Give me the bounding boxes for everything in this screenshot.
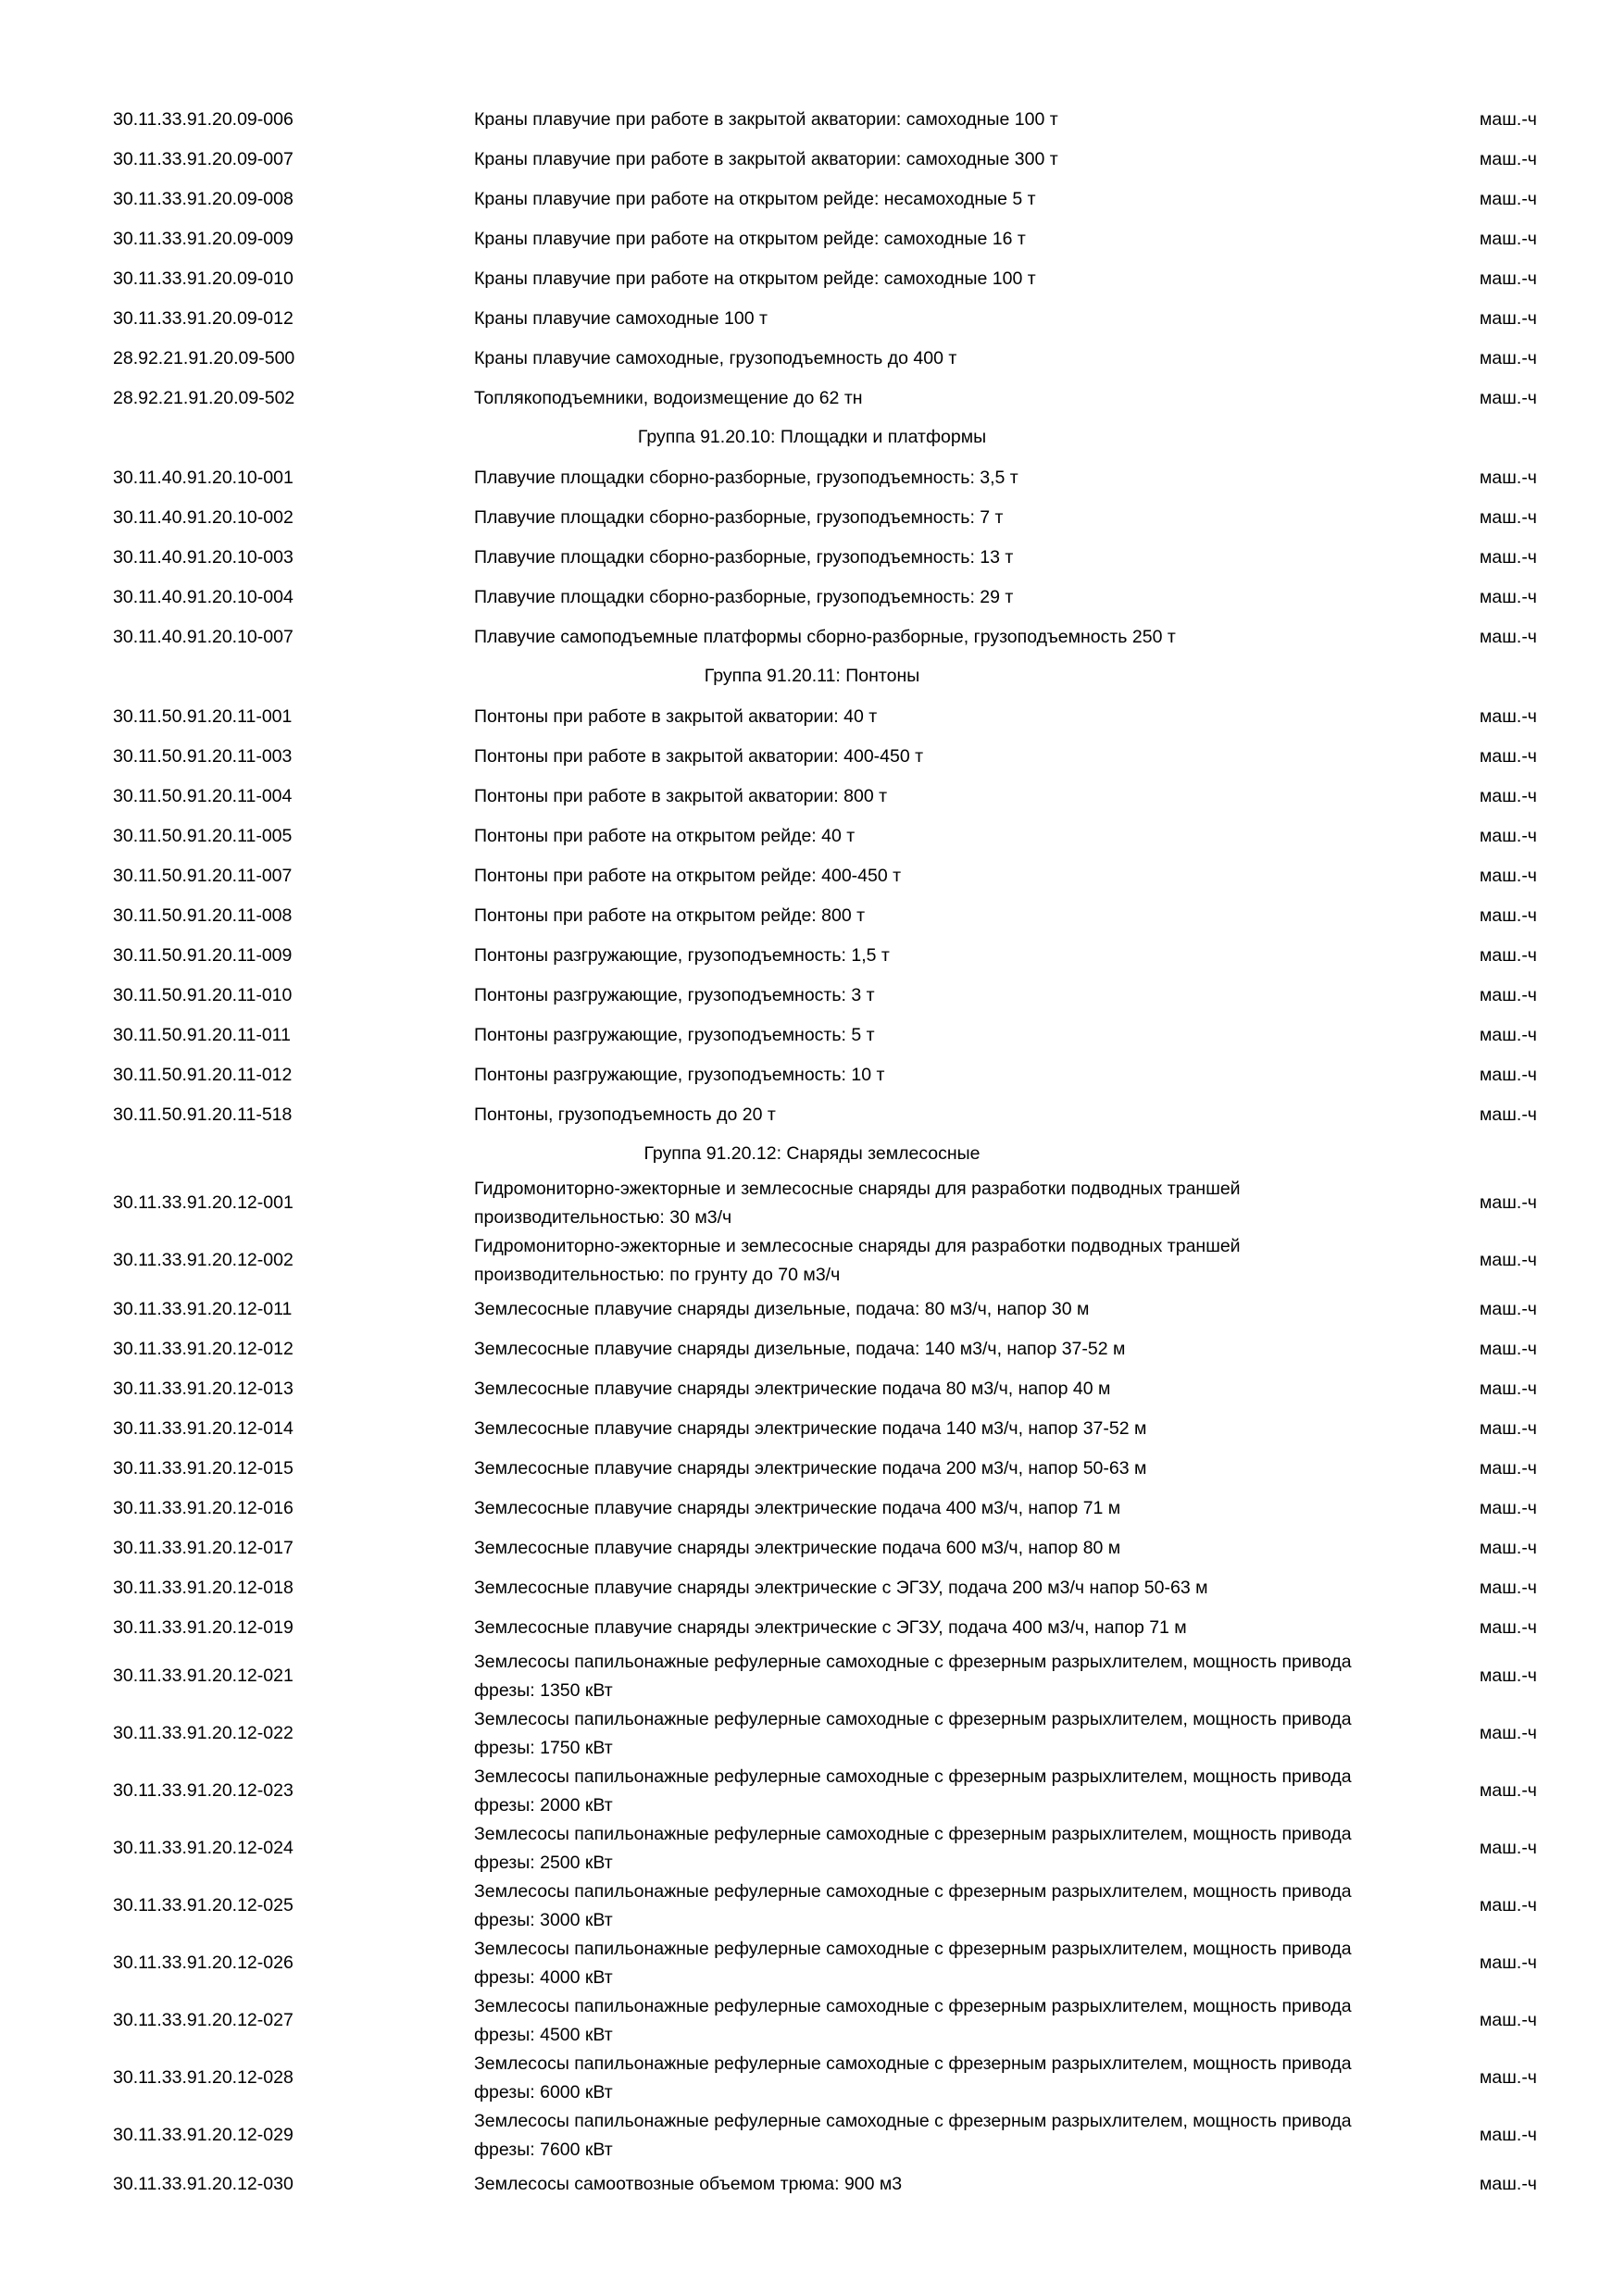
table-row	[0, 618, 1624, 657]
resource-name: Понтоны при работе на открытом рейде: 800 т	[474, 905, 866, 926]
resource-name: Топлякоподъемники, водоизмещение до 62 тн	[474, 388, 863, 408]
unit-label: маш.-ч	[1480, 865, 1537, 886]
unit-label: маш.-ч	[1480, 188, 1537, 209]
resource-name: Землесосы папильонажные рефулерные самоходные с фрезерным разрыхлителем, мощность привода фрезы: 7600 кВт	[474, 2111, 1352, 2160]
table-row	[0, 1878, 1624, 1935]
resource-code: 30.11.33.91.20.12-021	[113, 1666, 294, 1686]
table-row	[0, 817, 1624, 856]
table-row	[0, 538, 1624, 578]
unit-label: маш.-ч	[1480, 944, 1537, 966]
unit-label: маш.-ч	[1480, 586, 1537, 607]
unit-label: маш.-ч	[1480, 705, 1537, 727]
table-row	[0, 1820, 1624, 1878]
table-row	[0, 697, 1624, 737]
resource-name: Землесосы папильонажные рефулерные самоходные с фрезерным разрыхлителем, мощность привода фрезы: 1350 кВт	[474, 1652, 1352, 1701]
table-row	[0, 1608, 1624, 1648]
unit-label: маш.-ч	[1480, 2173, 1537, 2194]
table-row	[0, 1489, 1624, 1529]
unit-label: маш.-ч	[1480, 347, 1537, 368]
resource-name: Землесосы папильонажные рефулерные самоходные с фрезерным разрыхлителем, мощность привода фрезы: 6000 кВт	[474, 2053, 1352, 2103]
resource-name: Понтоны при работе в закрытой акватории: 400-450 т	[474, 746, 924, 767]
resource-name: Землесосы папильонажные рефулерные самоходные с фрезерным разрыхлителем, мощность привода фрезы: 2000 кВт	[474, 1766, 1352, 1816]
table-row	[0, 1409, 1624, 1449]
unit-label: маш.-ч	[1480, 1104, 1537, 1125]
resource-code: 30.11.50.91.20.11-010	[113, 984, 293, 1005]
resource-name: Краны плавучие самоходные 100 т	[474, 308, 768, 329]
unit-label: маш.-ч	[1480, 1192, 1537, 1213]
unit-label: маш.-ч	[1480, 1577, 1537, 1598]
resource-name: Землесосные плавучие снаряды дизельные, подача: 80 м3/ч, напор 30 м	[474, 1299, 1090, 1319]
unit-label: маш.-ч	[1480, 387, 1537, 408]
resource-code: 30.11.40.91.20.10-007	[113, 626, 294, 647]
resource-code: 30.11.40.91.20.10-003	[113, 546, 294, 568]
unit-label: маш.-ч	[1480, 1417, 1537, 1439]
resource-name: Понтоны, грузоподъемность до 20 т	[474, 1104, 776, 1125]
unit-label: маш.-ч	[1480, 307, 1537, 329]
unit-label: маш.-ч	[1480, 1024, 1537, 1045]
resource-code: 30.11.40.91.20.10-004	[113, 586, 294, 607]
resource-code: 30.11.33.91.20.09-008	[113, 188, 294, 209]
resource-name: Плавучие площадки сборно-разборные, грузоподъемность: 29 т	[474, 587, 1014, 607]
unit-label: маш.-ч	[1480, 1298, 1537, 1319]
resource-code: 30.11.33.91.20.09-010	[113, 268, 294, 289]
unit-label: маш.-ч	[1480, 1457, 1537, 1479]
resource-name: Понтоны при работе в закрытой акватории: 800 т	[474, 786, 888, 806]
resource-name: Землесосные плавучие снаряды электрические подача 140 м3/ч, напор 37-52 м	[474, 1418, 1147, 1439]
table-row	[0, 578, 1624, 618]
unit-label: маш.-ч	[1480, 1616, 1537, 1638]
resource-code: 30.11.33.91.20.12-011	[113, 1298, 293, 1319]
unit-label: маш.-ч	[1480, 905, 1537, 926]
table-row	[0, 299, 1624, 339]
unit-label: маш.-ч	[1480, 1497, 1537, 1518]
resource-name: Понтоны разгружающие, грузоподъемность: 5 т	[474, 1025, 875, 1045]
resource-code: 30.11.33.91.20.12-029	[113, 2125, 294, 2145]
resource-name: Плавучие площадки сборно-разборные, грузоподъемность: 7 т	[474, 507, 1004, 528]
table-row	[0, 1290, 1624, 1329]
resource-name: Землесосные плавучие снаряды дизельные, подача: 140 м3/ч, напор 37-52 м	[474, 1339, 1126, 1359]
resource-name: Краны плавучие самоходные, грузоподъемность до 400 т	[474, 348, 957, 368]
table-row	[0, 2107, 1624, 2165]
resource-name: Землесосные плавучие снаряды электрические подача 80 м3/ч, напор 40 м	[474, 1379, 1111, 1399]
resource-code: 28.92.21.91.20.09-502	[113, 387, 295, 408]
resource-name: Плавучие площадки сборно-разборные, грузоподъемность: 3,5 т	[474, 468, 1018, 488]
unit-label: маш.-ч	[1480, 1378, 1537, 1399]
unit-label: маш.-ч	[1480, 108, 1537, 130]
resource-code: 30.11.33.91.20.12-028	[113, 2067, 294, 2088]
unit-label: маш.-ч	[1480, 1250, 1537, 1270]
resource-code: 28.92.21.91.20.09-500	[113, 347, 295, 368]
resource-code: 30.11.40.91.20.10-001	[113, 467, 294, 488]
table-row	[0, 458, 1624, 498]
resource-code: 30.11.33.91.20.12-023	[113, 1780, 294, 1801]
resource-name: Землесосы папильонажные рефулерные самоходные с фрезерным разрыхлителем, мощность привода фрезы: 2500 кВт	[474, 1824, 1352, 1873]
resource-code: 30.11.33.91.20.12-022	[113, 1723, 294, 1743]
unit-label: маш.-ч	[1480, 2125, 1537, 2145]
table-row	[0, 936, 1624, 976]
table-row	[0, 1992, 1624, 2050]
table-row	[0, 379, 1624, 418]
table-row	[0, 1705, 1624, 1763]
table-row	[0, 1175, 1624, 1232]
resource-code: 30.11.33.91.20.12-026	[113, 1953, 294, 1973]
resource-name: Понтоны разгружающие, грузоподъемность: 10 т	[474, 1065, 885, 1085]
resource-name: Землесосные плавучие снаряды электрические с ЭГЗУ, подача 400 м3/ч, напор 71 м	[474, 1617, 1187, 1638]
resource-code: 30.11.33.91.20.12-018	[113, 1577, 294, 1598]
resource-code: 30.11.33.91.20.09-009	[113, 228, 294, 249]
resource-name: Краны плавучие при работе на открытом рейде: самоходные 16 т	[474, 229, 1026, 249]
unit-label: маш.-ч	[1480, 2067, 1537, 2088]
resource-name: Понтоны при работе на открытом рейде: 400-450 т	[474, 866, 902, 886]
resource-code: 30.11.50.91.20.11-003	[113, 745, 293, 767]
resource-name: Землесосы папильонажные рефулерные самоходные с фрезерным разрыхлителем, мощность привода фрезы: 4500 кВт	[474, 1996, 1352, 2045]
table-row	[0, 1763, 1624, 1820]
resource-code: 30.11.33.91.20.12-012	[113, 1338, 294, 1359]
resource-name: Землесосные плавучие снаряды электрические подача 200 м3/ч, напор 50-63 м	[474, 1458, 1147, 1479]
resource-name: Понтоны при работе в закрытой акватории: 40 т	[474, 706, 878, 727]
table-row	[0, 896, 1624, 936]
resource-code: 30.11.33.91.20.12-014	[113, 1417, 294, 1439]
unit-label: маш.-ч	[1480, 984, 1537, 1005]
resource-code: 30.11.50.91.20.11-009	[113, 944, 293, 966]
resource-name: Плавучие площадки сборно-разборные, грузоподъемность: 13 т	[474, 547, 1014, 568]
table-row	[0, 1016, 1624, 1055]
resource-code: 30.11.50.91.20.11-004	[113, 785, 293, 806]
unit-label: маш.-ч	[1480, 785, 1537, 806]
resource-code: 30.11.50.91.20.11-001	[113, 705, 293, 727]
resource-code: 30.11.33.91.20.12-015	[113, 1457, 294, 1479]
unit-label: маш.-ч	[1480, 1953, 1537, 1973]
unit-label: маш.-ч	[1480, 1838, 1537, 1858]
resource-code: 30.11.33.91.20.09-012	[113, 307, 294, 329]
resource-name: Краны плавучие при работе на открытом рейде: самоходные 100 т	[474, 268, 1036, 289]
resource-name: Землесосы папильонажные рефулерные самоходные с фрезерным разрыхлителем, мощность привода фрезы: 3000 кВт	[474, 1881, 1352, 1930]
table-row	[0, 140, 1624, 180]
resource-name: Землесосные плавучие снаряды электрические с ЭГЗУ, подача 200 м3/ч напор 50-63 м	[474, 1578, 1208, 1598]
resource-name: Понтоны разгружающие, грузоподъемность: 1,5 т	[474, 945, 890, 966]
unit-label: маш.-ч	[1480, 1895, 1537, 1915]
resource-code: 30.11.50.91.20.11-012	[113, 1064, 293, 1085]
unit-label: маш.-ч	[1480, 148, 1537, 169]
table-row	[0, 976, 1624, 1016]
unit-label: маш.-ч	[1480, 506, 1537, 528]
resource-name: Землесосы папильонажные рефулерные самоходные с фрезерным разрыхлителем, мощность привода фрезы: 1750 кВт	[474, 1709, 1352, 1758]
resource-code: 30.11.33.91.20.12-016	[113, 1497, 294, 1518]
resource-name: Понтоны разгружающие, грузоподъемность: 3 т	[474, 985, 875, 1005]
resource-name: Краны плавучие при работе в закрытой акватории: самоходные 300 т	[474, 149, 1058, 169]
resource-code: 30.11.33.91.20.09-007	[113, 148, 294, 169]
table-row	[0, 2050, 1624, 2107]
table-row	[0, 1055, 1624, 1095]
table-row	[0, 180, 1624, 219]
table-row	[0, 2165, 1624, 2204]
unit-label: маш.-ч	[1480, 2010, 1537, 2030]
resource-name: Гидромониторно-эжекторные и землесосные снаряды для разработки подводных траншей производительностью: по грунту до 70 м3/ч	[474, 1236, 1241, 1285]
resource-code: 30.11.33.91.20.12-002	[113, 1250, 294, 1270]
table-row	[0, 1232, 1624, 1290]
resource-code: 30.11.33.91.20.12-001	[113, 1192, 294, 1213]
table-row	[0, 777, 1624, 817]
unit-label: маш.-ч	[1480, 1338, 1537, 1359]
table-row	[0, 1449, 1624, 1489]
unit-label: маш.-ч	[1480, 228, 1537, 249]
group-heading: Группа 91.20.11: Понтоны	[704, 666, 920, 686]
resource-name: Гидромониторно-эжекторные и землесосные снаряды для разработки подводных траншей производительностью: 30 м3/ч	[474, 1179, 1241, 1228]
table-row	[0, 1529, 1624, 1568]
resource-name: Землесосные плавучие снаряды электрические подача 600 м3/ч, напор 80 м	[474, 1538, 1121, 1558]
group-heading: Группа 91.20.12: Снаряды землесосные	[643, 1143, 981, 1164]
resource-code: 30.11.33.91.20.12-025	[113, 1895, 294, 1915]
resource-code: 30.11.33.91.20.12-017	[113, 1537, 294, 1558]
resource-code: 30.11.33.91.20.12-013	[113, 1378, 294, 1399]
resource-name: Плавучие самоподъемные платформы сборно-разборные, грузоподъемность 250 т	[474, 627, 1176, 647]
unit-label: маш.-ч	[1480, 825, 1537, 846]
unit-label: маш.-ч	[1480, 626, 1537, 647]
table-row	[0, 1329, 1624, 1369]
resource-name: Землесосные плавучие снаряды электрические подача 400 м3/ч, напор 71 м	[474, 1498, 1121, 1518]
resource-code: 30.11.33.91.20.12-024	[113, 1838, 294, 1858]
resource-code: 30.11.33.91.20.12-027	[113, 2010, 294, 2030]
table-row	[0, 100, 1624, 140]
table-row	[0, 1568, 1624, 1608]
table-row	[0, 1935, 1624, 1992]
resource-code: 30.11.33.91.20.09-006	[113, 108, 294, 130]
resource-name: Землесосы папильонажные рефулерные самоходные с фрезерным разрыхлителем, мощность привода фрезы: 4000 кВт	[474, 1939, 1352, 1988]
unit-label: маш.-ч	[1480, 1537, 1537, 1558]
unit-label: маш.-ч	[1480, 546, 1537, 568]
resource-name: Краны плавучие при работе в закрытой акватории: самоходные 100 т	[474, 109, 1058, 130]
resource-code: 30.11.50.91.20.11-518	[113, 1104, 293, 1125]
table-row	[0, 259, 1624, 299]
resource-name: Краны плавучие при работе на открытом рейде: несамоходные 5 т	[474, 189, 1036, 209]
resource-code: 30.11.50.91.20.11-008	[113, 905, 293, 926]
unit-label: маш.-ч	[1480, 1780, 1537, 1801]
table-row	[0, 1648, 1624, 1705]
resource-name: Землесосы самоотвозные объемом трюма: 900 м3	[474, 2174, 903, 2194]
resource-code: 30.11.50.91.20.11-007	[113, 865, 293, 886]
unit-label: маш.-ч	[1480, 1064, 1537, 1085]
unit-label: маш.-ч	[1480, 268, 1537, 289]
table-row	[0, 1095, 1624, 1135]
table-row	[0, 498, 1624, 538]
resource-code: 30.11.33.91.20.12-019	[113, 1616, 294, 1638]
table-row	[0, 339, 1624, 379]
unit-label: маш.-ч	[1480, 1723, 1537, 1743]
resource-name: Понтоны при работе на открытом рейде: 40 т	[474, 826, 856, 846]
resource-code: 30.11.50.91.20.11-005	[113, 825, 293, 846]
unit-label: маш.-ч	[1480, 467, 1537, 488]
resource-code: 30.11.33.91.20.12-030	[113, 2173, 294, 2194]
table-row	[0, 1369, 1624, 1409]
table-row	[0, 737, 1624, 777]
resource-code: 30.11.50.91.20.11-011	[113, 1024, 291, 1045]
table-row	[0, 856, 1624, 896]
unit-label: маш.-ч	[1480, 1666, 1537, 1686]
group-heading: Группа 91.20.10: Площадки и платформы	[637, 427, 987, 447]
table-row	[0, 219, 1624, 259]
unit-label: маш.-ч	[1480, 745, 1537, 767]
resource-code: 30.11.40.91.20.10-002	[113, 506, 294, 528]
